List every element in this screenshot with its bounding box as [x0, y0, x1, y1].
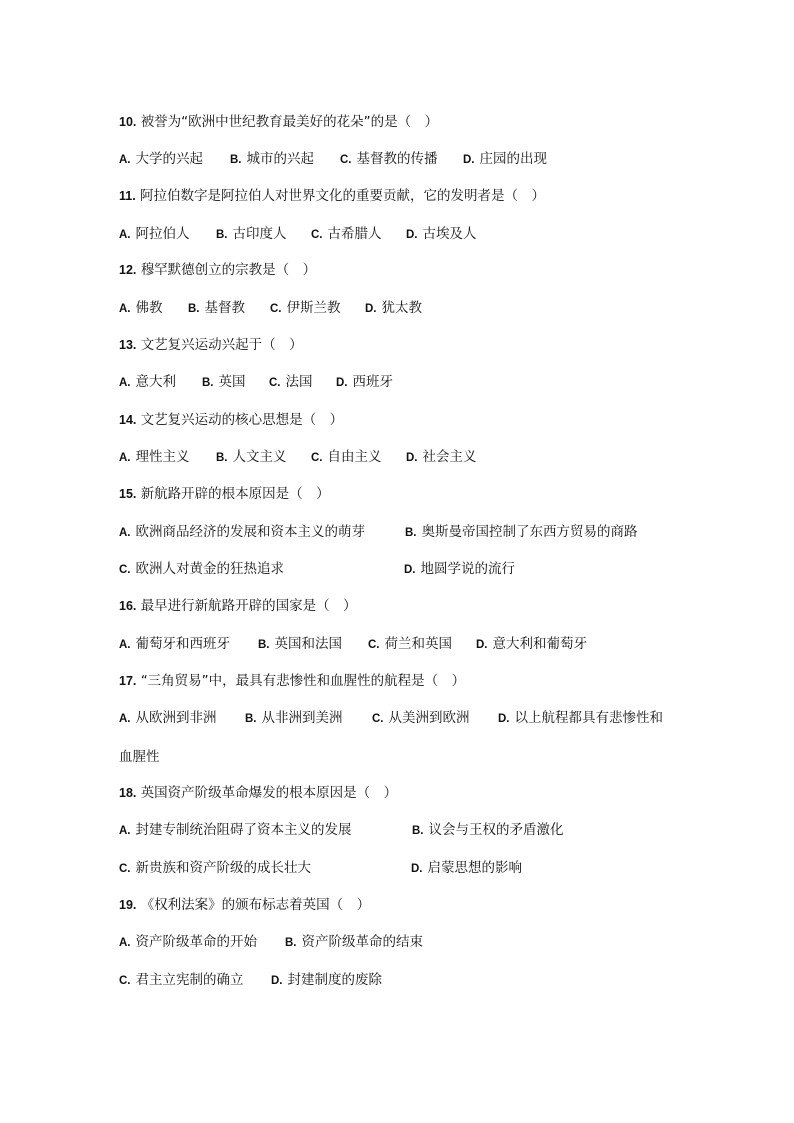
option-d: D. 以上航程都具有悲惨性和	[498, 710, 663, 726]
option-a: A. 大学的兴起	[119, 151, 203, 167]
option-c: C. 基督教的传播	[340, 151, 438, 167]
option-d: D. 西班牙	[336, 374, 393, 390]
question-number: 11.	[119, 189, 136, 203]
option-a: A. 葡萄牙和西班牙	[119, 636, 230, 652]
question-text: 最早进行新航路开辟的国家是（ ）	[140, 598, 357, 614]
option-d: D. 封建制度的废除	[271, 972, 382, 988]
option-b: B. 古印度人	[216, 226, 287, 242]
option-b: B. 议会与王权的矛盾激化	[412, 822, 564, 838]
option-a: A. 理性主义	[119, 449, 190, 465]
question-number: 18.	[119, 786, 137, 800]
question-stem	[119, 113, 438, 131]
option-c: C. 君主立宪制的确立	[119, 972, 244, 988]
option-a: A. 封建专制统治阻碍了资本主义的发展	[119, 822, 352, 838]
question-text: 被誉为“欧洲中世纪教育最美好的花朵”的是（ ）	[140, 114, 439, 130]
option-d: D. 地圆学说的流行	[404, 561, 515, 577]
option-d: D. 古埃及人	[406, 226, 477, 242]
question-number: 16.	[119, 599, 137, 613]
option-c: C. 法国	[269, 374, 313, 390]
option-c: C. 自由主义	[311, 449, 382, 465]
option-c: C. 荷兰和英国	[368, 636, 452, 652]
option-d: D. 犹太教	[365, 300, 422, 316]
question-stem	[119, 187, 545, 205]
option-b: B. 英国和法国	[258, 636, 342, 652]
option-b: B. 基督教	[188, 300, 245, 316]
question-stem	[119, 896, 370, 914]
option-d: D. 庄园的出现	[463, 151, 547, 167]
question-stem	[119, 336, 303, 354]
question-text: 新航路开辟的根本原因是（ ）	[140, 486, 330, 502]
question-stem	[119, 485, 330, 503]
question-number: 10.	[119, 115, 137, 129]
option-a: A. 资产阶级革命的开始	[119, 934, 257, 950]
option-a: A. 阿拉伯人	[119, 226, 190, 242]
option-a: A. 意大利	[119, 374, 176, 390]
option-b: B. 城市的兴起	[230, 151, 314, 167]
option-b: B. 人文主义	[216, 449, 287, 465]
option-a: A. 从欧洲到非洲	[119, 710, 217, 726]
option-c: C. 从美洲到欧洲	[372, 710, 470, 726]
option-c: C. 古希腊人	[311, 226, 382, 242]
option-d: D. 社会主义	[406, 449, 477, 465]
question-stem	[119, 784, 397, 802]
question-text: 文艺复兴运动兴起于（ ）	[140, 337, 303, 353]
question-number: 15.	[119, 487, 137, 501]
option-d: D. 意大利和葡萄牙	[476, 636, 587, 652]
question-number: 13.	[119, 338, 137, 352]
question-stem	[119, 261, 316, 279]
option-b: B. 奥斯曼帝国控制了东西方贸易的商路	[405, 524, 638, 540]
option-a: A. 佛教	[119, 300, 163, 316]
option-b: B. 从非洲到美洲	[245, 710, 343, 726]
option-continuation: 血腥性	[119, 749, 160, 765]
question-text: “三角贸易”中，最具有悲惨性和血腥性的航程是（ ）	[140, 673, 466, 689]
option-c: C. 欧洲人对黄金的狂热追求	[119, 561, 284, 577]
question-text: 《权利法案》的颁布标志着英国（ ）	[140, 897, 371, 913]
question-number: 19.	[119, 898, 137, 912]
question-text: 穆罕默德创立的宗教是（ ）	[140, 262, 317, 278]
question-number: 12.	[119, 263, 137, 277]
option-b: B. 资产阶级革命的结束	[285, 934, 423, 950]
question-number: 14.	[119, 413, 137, 427]
question-stem	[119, 411, 343, 429]
option-c: C. 伊斯兰教	[270, 300, 341, 316]
question-stem	[119, 672, 465, 690]
option-a: A. 欧洲商品经济的发展和资本主义的萌芽	[119, 524, 365, 540]
question-stem	[119, 597, 357, 615]
question-text: 文艺复兴运动的核心思想是（ ）	[140, 412, 344, 428]
option-b: B. 英国	[202, 374, 246, 390]
question-text: 英国资产阶级革命爆发的根本原因是（ ）	[140, 785, 398, 801]
question-text: 阿拉伯数字是阿拉伯人对世界文化的重要贡献，它的发明者是（ ）	[139, 188, 545, 204]
option-c: C. 新贵族和资产阶级的成长壮大	[119, 860, 311, 876]
question-number: 17.	[119, 674, 137, 688]
option-d: D. 启蒙思想的影响	[411, 860, 522, 876]
